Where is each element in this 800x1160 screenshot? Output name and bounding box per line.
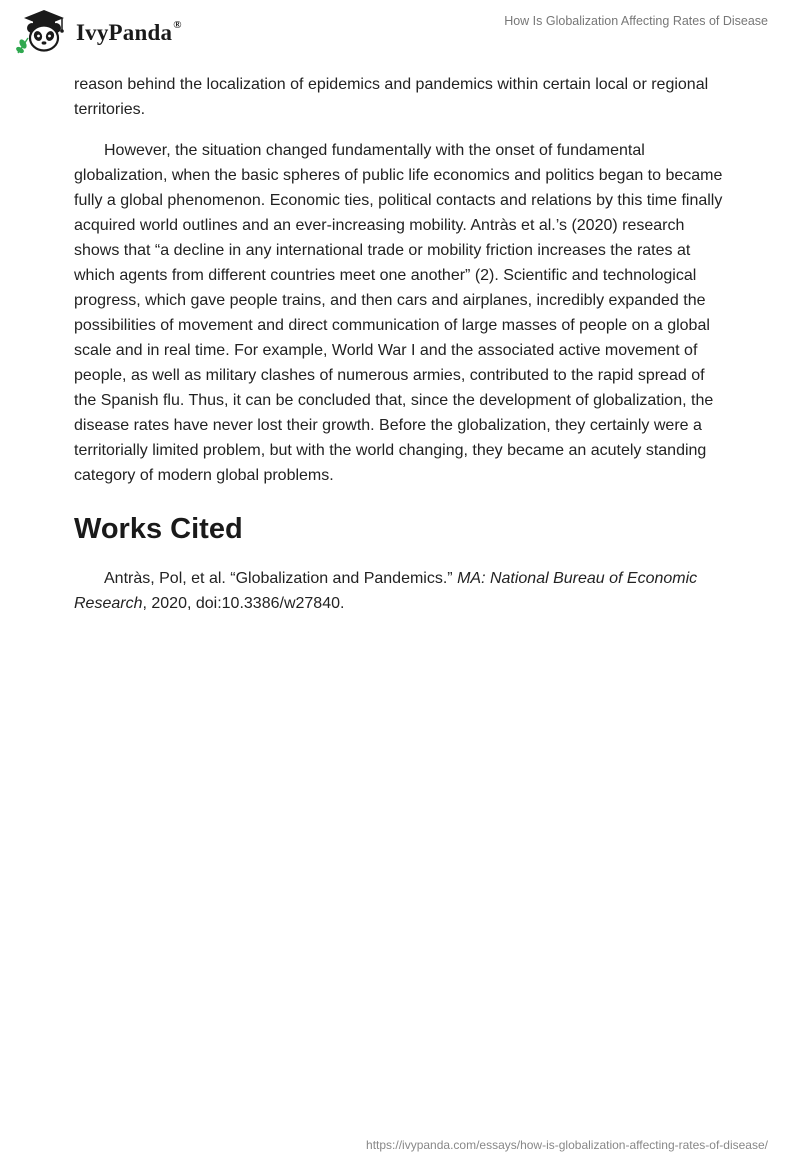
registered-mark: ® — [173, 19, 182, 31]
body-paragraph-1: reason behind the localization of epidemics and pandemics within certain local or regional territories. — [74, 76, 709, 118]
running-title: How Is Globalization Affecting Rates of Disease — [504, 14, 768, 28]
brand-name: IvyPanda® — [76, 19, 182, 45]
page-header — [0, 0, 800, 66]
citation-details: , 2020, doi:10.3386/w27840. — [142, 595, 345, 612]
citation-entry — [74, 566, 724, 616]
citation-authors-title: Antràs, Pol, et al. “Globalization and Pandemics.” — [104, 570, 458, 587]
essay-content — [74, 72, 724, 632]
body-paragraph-2: However, the situation changed fundamentally with the onset of fundamental globalization, when the basic spheres of public life economics and politics began to became fully a global phenomenon. Economic ties, political contacts and relations by this time finally acquired world outlines and an ever-increasing mobility. Antràs et al.’s (2020) research shows that “a decline in any international trade or mobility friction increases the rates at which agents from different countries meet one another” (2). Scientific and technological progress, which gave people trains, and then cars and airplanes, incredibly expanded the possibilities of movement and direct communication of large masses of people on a global scale and in real time. For example, World War I and the associated active movement of people, as well as military clashes of numerous armies, contributed to the rapid spread of the Spanish flu. Thus, it can be concluded that, since the development of globalization, the disease rates have never lost their growth. Before the globalization, they certainly were a territorially limited problem, but with the world changing, they became an acutely standing category of modern global problems. — [74, 142, 723, 484]
works-cited-heading: Works Cited — [74, 513, 243, 545]
footer-url-link[interactable]: https://ivypanda.com/essays/how-is-globalization-affecting-rates-of-disease/ — [366, 1138, 768, 1152]
panda-graduate-icon — [14, 8, 74, 54]
citation-publisher: MA: National Bureau of Economic Research — [74, 570, 698, 612]
ivypanda-logo[interactable] — [14, 8, 182, 54]
